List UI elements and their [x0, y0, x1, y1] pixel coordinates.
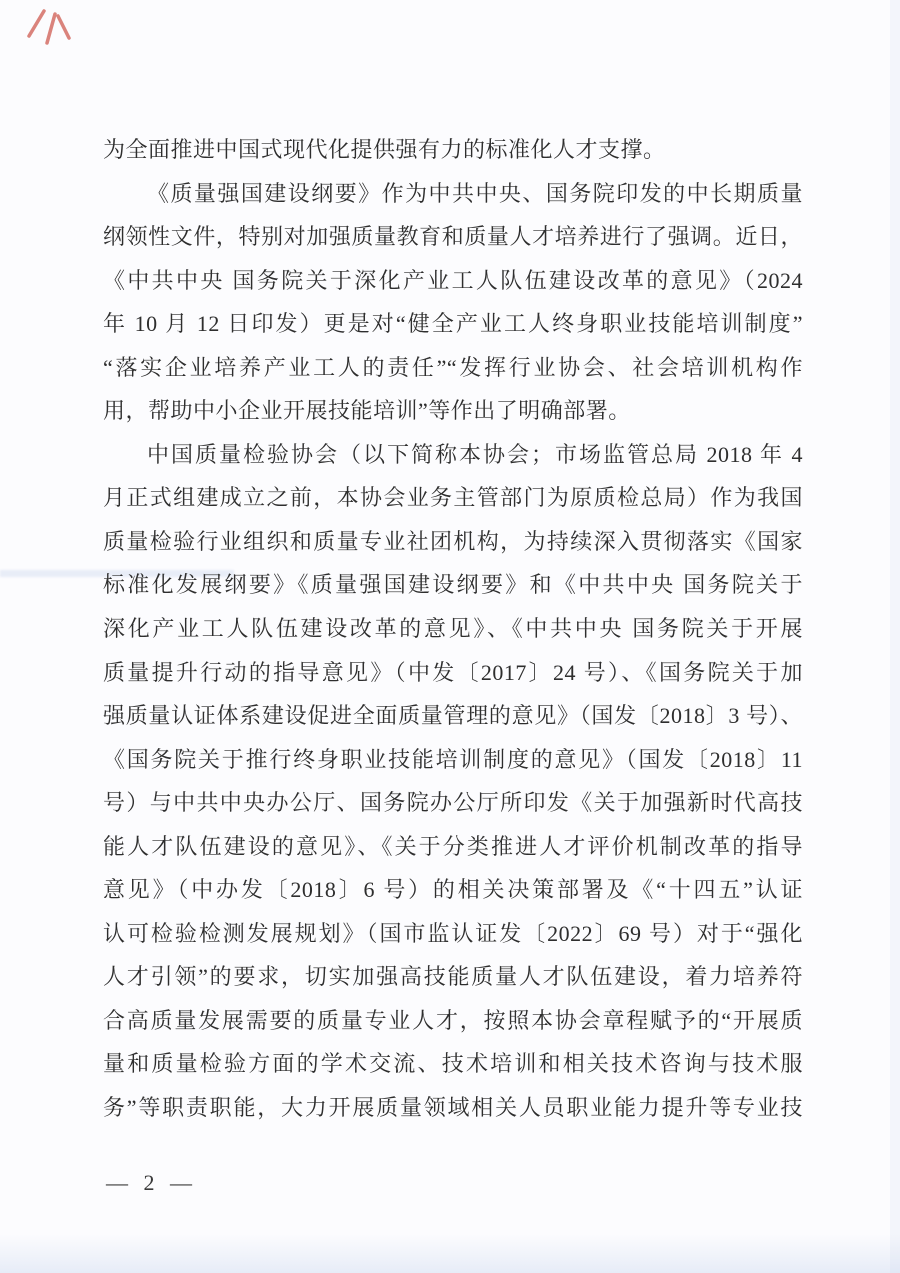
text-line: 用，帮助中小企业开展技能培训”等作出了明确部署。 [103, 398, 631, 424]
text-line: 意见》（中办发〔2018〕6 号）的相关决策部署及《“十四五”认证 [103, 877, 803, 903]
text-line: 年 10 月 12 日印发）更是对“健全产业工人终身职业技能培训制度” [103, 311, 803, 337]
text-line: 质量检验行业组织和质量专业社团机构，为持续深入贯彻落实《国家 [103, 528, 803, 554]
text-line: 强质量认证体系建设促进全面质量管理的意见》（国发〔2018〕3 号）、 [103, 703, 803, 729]
text-line: 中国质量检验协会（以下简称本协会；市场监管总局 2018 年 4 [147, 441, 803, 467]
text-line: 《质量强国建设纲要》作为中共中央、国务院印发的中长期质量 [147, 180, 803, 206]
text-line: 务”等职责职能，大力开展质量领域相关人员职业能力提升等专业技 [103, 1095, 803, 1121]
red-corner-mark [25, 5, 75, 49]
scan-edge-tint-bottom [0, 1234, 900, 1273]
text-line: 量和质量检验方面的学术交流、技术培训和相关技术咨询与技术服 [103, 1051, 803, 1077]
document-body [103, 128, 803, 1130]
text-line: 标准化发展纲要》《质量强国建设纲要》和《中共中央 国务院关于 [103, 572, 803, 598]
text-line: 纲领性文件，特别对加强质量教育和质量人才培养进行了强调。近日， [103, 224, 803, 250]
text-line: 为全面推进中国式现代化提供强有力的标准化人才支撑。 [103, 137, 666, 162]
text-line: 合高质量发展需要的质量专业人才，按照本协会章程赋予的“开展质 [103, 1007, 803, 1033]
text-line: 能人才队伍建设的意见》、《关于分类推进人才评价机制改革的指导 [103, 833, 803, 859]
text-line: 人才引领”的要求，切实加强高技能质量人才队伍建设，着力培养符 [103, 964, 803, 990]
text-line: 《国务院关于推行终身职业技能培训制度的意见》（国发〔2018〕11 [103, 746, 803, 772]
page-number: — 2 — [106, 1170, 197, 1195]
text-line: 号）与中共中央办公厅、国务院办公厅所印发《关于加强新时代高技 [103, 790, 803, 816]
text-line: 深化产业工人队伍建设改革的意见》、《中共中央 国务院关于开展 [103, 616, 803, 642]
text-line: 《中共中央 国务院关于深化产业工人队伍建设改革的意见》（2024 [103, 267, 803, 293]
text-line: 认可检验检测发展规划》（国市监认证发〔2022〕69 号）对于“强化 [103, 920, 803, 946]
scan-edge-tint-right [890, 0, 900, 1273]
text-line: 质量提升行动的指导意见》（中发〔2017〕24 号）、《国务院关于加 [103, 659, 803, 685]
text-line: 月正式组建成立之前，本协会业务主管部门为原质检总局）作为我国 [103, 485, 803, 511]
text-line: “落实企业培养产业工人的责任”“发挥行业协会、社会培训机构作 [103, 354, 803, 380]
